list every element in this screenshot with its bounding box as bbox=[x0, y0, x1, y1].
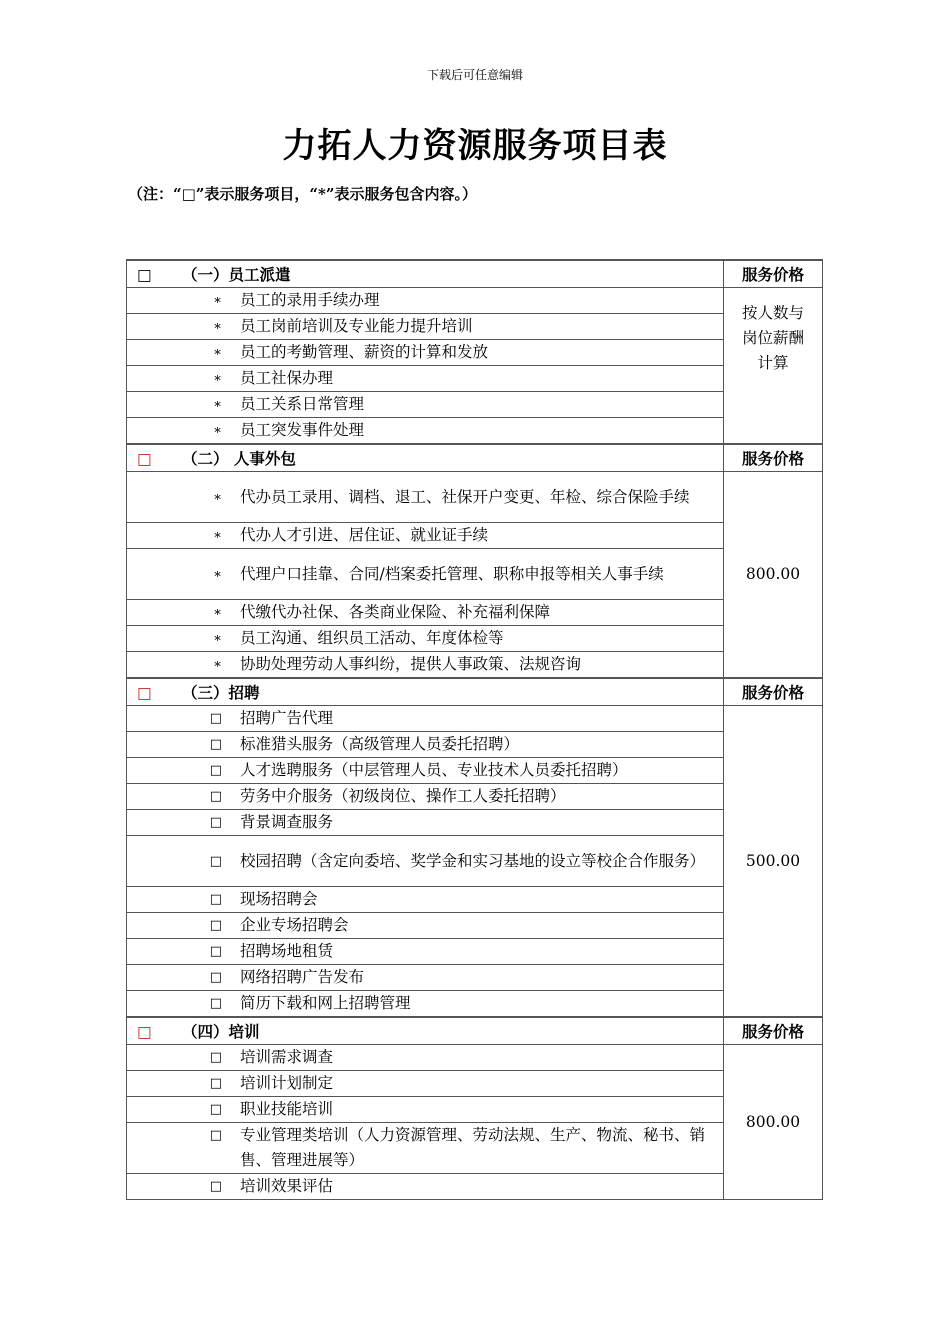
service-item-text: 代办员工录用、调档、退工、社保开户变更、年检、综合保险手续 bbox=[240, 487, 690, 506]
service-item-cell bbox=[127, 523, 724, 549]
service-item-cell bbox=[127, 314, 724, 340]
checkbox-icon: □ bbox=[209, 970, 222, 985]
asterisk-icon: ∗ bbox=[213, 397, 222, 412]
service-item-text: 企业专场招聘会 bbox=[240, 916, 349, 934]
service-item-cell bbox=[127, 965, 724, 991]
asterisk-icon: ∗ bbox=[213, 566, 222, 582]
service-item-cell bbox=[127, 366, 724, 392]
service-item-cell bbox=[127, 836, 724, 887]
table-row bbox=[127, 600, 823, 626]
price-value: 800.00 bbox=[724, 1045, 823, 1200]
asterisk-icon: ∗ bbox=[213, 631, 222, 646]
asterisk-icon: ∗ bbox=[213, 293, 222, 308]
service-item-cell bbox=[127, 706, 724, 732]
service-item-cell bbox=[127, 472, 724, 523]
asterisk-icon: ∗ bbox=[213, 371, 222, 386]
section-title-cell bbox=[127, 260, 724, 288]
table-row bbox=[127, 836, 823, 887]
table-row bbox=[127, 810, 823, 836]
service-item-text: 培训计划制定 bbox=[240, 1074, 334, 1092]
legend-note: （注：“□”表示服务项目，“*”表示服务包含内容。） bbox=[128, 185, 478, 203]
service-table bbox=[126, 259, 823, 1200]
table-row bbox=[127, 939, 823, 965]
table-row bbox=[127, 472, 823, 523]
service-item-text: 员工沟通、组织员工活动、年度体检等 bbox=[240, 629, 504, 647]
table-row bbox=[127, 1097, 823, 1123]
checkbox-icon: □ bbox=[209, 763, 222, 778]
service-item-text: 代缴代办社保、各类商业保险、补充福利保障 bbox=[240, 603, 551, 621]
service-item-cell bbox=[127, 1045, 724, 1071]
service-item-cell bbox=[127, 340, 724, 366]
service-item-text: 劳务中介服务（初级岗位、操作工人委托招聘） bbox=[240, 787, 566, 805]
section-header-row bbox=[127, 1017, 823, 1045]
table-row bbox=[127, 913, 823, 939]
section-title-cell bbox=[127, 444, 724, 472]
service-item-text: 代办人才引进、居住证、就业证手续 bbox=[240, 526, 489, 544]
checkbox-icon: □ bbox=[209, 1102, 222, 1117]
service-item-cell bbox=[127, 939, 724, 965]
service-item-text: 现场招聘会 bbox=[240, 890, 318, 908]
price-value: 500.00 bbox=[724, 706, 823, 1018]
price-header: 服务价格 bbox=[724, 678, 823, 706]
table-row bbox=[127, 288, 823, 314]
table-row bbox=[127, 784, 823, 810]
table-row bbox=[127, 758, 823, 784]
checkbox-icon: □ bbox=[209, 892, 222, 907]
section-title-cell bbox=[127, 678, 724, 706]
table-row bbox=[127, 418, 823, 445]
asterisk-icon: ∗ bbox=[213, 605, 222, 620]
table-row bbox=[127, 652, 823, 679]
service-item-cell bbox=[127, 810, 724, 836]
table-row bbox=[127, 314, 823, 340]
asterisk-icon: ∗ bbox=[213, 657, 222, 672]
price-value: 800.00 bbox=[724, 472, 823, 679]
service-item-text: 员工岗前培训及专业能力提升培训 bbox=[240, 317, 473, 335]
service-item-text: 招聘广告代理 bbox=[240, 709, 334, 727]
table-row bbox=[127, 1045, 823, 1071]
section-checkbox-icon: □ bbox=[137, 266, 152, 284]
checkbox-icon: □ bbox=[209, 737, 222, 752]
section-header-row bbox=[127, 260, 823, 288]
service-item-cell bbox=[127, 626, 724, 652]
asterisk-icon: ∗ bbox=[213, 423, 222, 438]
price-value: 按人数与岗位薪酬计算 bbox=[724, 288, 823, 445]
checkbox-icon: □ bbox=[209, 1076, 222, 1091]
service-item-cell bbox=[127, 758, 724, 784]
section-checkbox-icon: □ bbox=[137, 684, 152, 702]
price-header: 服务价格 bbox=[724, 1017, 823, 1045]
checkbox-icon: □ bbox=[209, 918, 222, 933]
table-row bbox=[127, 340, 823, 366]
table-row bbox=[127, 965, 823, 991]
service-item-text: 背景调查服务 bbox=[240, 813, 334, 831]
service-item-cell bbox=[127, 549, 724, 600]
table-row bbox=[127, 991, 823, 1018]
asterisk-icon: ∗ bbox=[213, 319, 222, 334]
service-item-cell bbox=[127, 913, 724, 939]
section-title: （四）培训 bbox=[182, 1022, 260, 1041]
section-checkbox-icon: □ bbox=[137, 1023, 152, 1041]
service-item-text: 培训效果评估 bbox=[240, 1177, 334, 1195]
service-item-text: 标准猎头服务（高级管理人员委托招聘） bbox=[240, 735, 520, 753]
service-item-text: 员工的考勤管理、薪资的计算和发放 bbox=[240, 343, 489, 361]
service-item-cell bbox=[127, 887, 724, 913]
table-row bbox=[127, 1123, 823, 1174]
service-item-text: 人才选聘服务（中层管理人员、专业技术人员委托招聘） bbox=[240, 761, 628, 779]
section-title: （三）招聘 bbox=[182, 683, 260, 702]
service-item-cell bbox=[127, 288, 724, 314]
service-item-text: 培训需求调查 bbox=[240, 1048, 334, 1066]
checkbox-icon: □ bbox=[209, 996, 222, 1011]
checkbox-icon: □ bbox=[209, 789, 222, 804]
table-row bbox=[127, 366, 823, 392]
section-title: （二） 人事外包 bbox=[182, 449, 296, 468]
service-item-cell bbox=[127, 1097, 724, 1123]
header-note: 下载后可任意编辑 bbox=[426, 68, 523, 82]
table-row bbox=[127, 887, 823, 913]
service-item-text: 协助处理劳动人事纠纷，提供人事政策、法规咨询 bbox=[240, 655, 582, 673]
price-header: 服务价格 bbox=[724, 444, 823, 472]
service-item-cell bbox=[127, 732, 724, 758]
table-row bbox=[127, 392, 823, 418]
checkbox-icon: □ bbox=[209, 711, 222, 726]
service-item-text: 员工突发事件处理 bbox=[240, 421, 365, 439]
service-item-cell bbox=[127, 1174, 724, 1200]
service-item-cell bbox=[127, 652, 724, 679]
service-item-cell bbox=[127, 784, 724, 810]
table-row bbox=[127, 549, 823, 600]
service-item-text: 校园招聘（含定向委培、奖学金和实习基地的设立等校企合作服务） bbox=[240, 851, 706, 870]
service-item-text: 招聘场地租赁 bbox=[240, 942, 334, 960]
table-row bbox=[127, 523, 823, 549]
service-item-text: 员工关系日常管理 bbox=[240, 395, 365, 413]
page-title: 力拓人力资源服务项目表 bbox=[282, 126, 668, 166]
checkbox-icon: □ bbox=[209, 815, 222, 830]
checkbox-icon: □ bbox=[209, 944, 222, 959]
table-row bbox=[127, 626, 823, 652]
section-title: （一）员工派遣 bbox=[182, 265, 291, 284]
service-table-body bbox=[127, 260, 823, 1200]
table-row bbox=[127, 1174, 823, 1200]
section-header-row bbox=[127, 444, 823, 472]
service-item-text: 员工的录用手续办理 bbox=[240, 291, 380, 309]
service-item-cell bbox=[127, 991, 724, 1018]
section-header-row bbox=[127, 678, 823, 706]
service-item-text: 简历下载和网上招聘管理 bbox=[240, 994, 411, 1012]
price-header: 服务价格 bbox=[724, 260, 823, 288]
asterisk-icon: ∗ bbox=[213, 528, 222, 543]
table-row bbox=[127, 732, 823, 758]
checkbox-icon: □ bbox=[209, 1128, 222, 1143]
service-item-text: 代理户口挂靠、合同/档案委托管理、职称申报等相关人事手续 bbox=[240, 564, 664, 583]
asterisk-icon: ∗ bbox=[213, 489, 222, 505]
section-checkbox-icon: □ bbox=[137, 450, 152, 468]
checkbox-icon: □ bbox=[209, 1179, 222, 1194]
asterisk-icon: ∗ bbox=[213, 345, 222, 360]
service-item-text: 职业技能培训 bbox=[240, 1100, 334, 1118]
service-item-cell bbox=[127, 1123, 724, 1174]
service-item-text: 专业管理类培训（人力资源管理、劳动法规、生产、物流、秘书、销售、管理进展等） bbox=[240, 1126, 706, 1169]
service-item-cell bbox=[127, 600, 724, 626]
checkbox-icon: □ bbox=[209, 1050, 222, 1065]
service-item-text: 网络招聘广告发布 bbox=[240, 968, 365, 986]
service-item-text: 员工社保办理 bbox=[240, 369, 334, 387]
service-item-cell bbox=[127, 392, 724, 418]
table-row bbox=[127, 1071, 823, 1097]
checkbox-icon: □ bbox=[209, 853, 222, 869]
service-item-cell bbox=[127, 418, 724, 445]
section-title-cell bbox=[127, 1017, 724, 1045]
table-row bbox=[127, 706, 823, 732]
service-item-cell bbox=[127, 1071, 724, 1097]
